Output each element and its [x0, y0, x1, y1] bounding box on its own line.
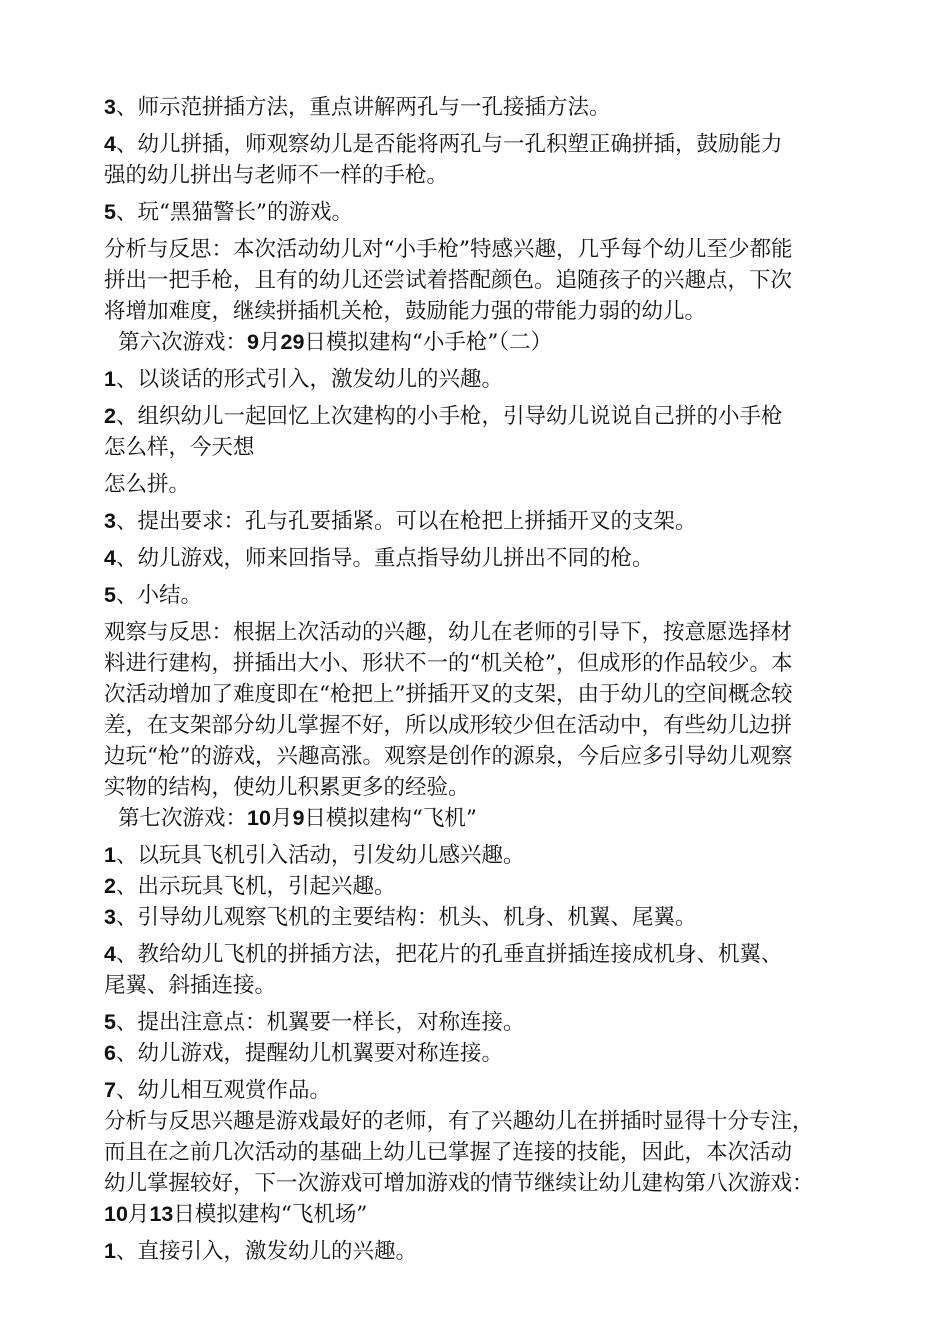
text-line: 强的幼儿拼出与老师不一样的手枪。: [104, 163, 449, 188]
document-page: [104, 92, 864, 1267]
text-line: 怎么拼。: [104, 472, 191, 497]
text-line: 4、幼儿拼插，师观察幼儿是否能将两孔与一孔积塑正确拼插，鼓励能力: [104, 132, 783, 157]
text-line: 次活动增加了难度即在“枪把上”拼插开叉的支架，由于幼儿的空间概念较: [104, 682, 793, 707]
text-line: 分析与反思兴趣是游戏最好的老师，有了兴趣幼儿在拼插时显得十分专注，: [104, 1109, 814, 1134]
text-line: 幼儿掌握较好，下一次游戏可增加游戏的情节继续让幼儿建构第八次游戏：: [104, 1171, 814, 1196]
text-line: 1、以玩具飞机引入活动，引发幼儿感兴趣。: [104, 843, 525, 868]
text-line: 4、教给幼儿飞机的拼插方法，把花片的孔垂直拼插连接成机身、机翼、: [104, 942, 783, 967]
text-line: 5、提出注意点：机翼要一样长，对称连接。: [104, 1010, 525, 1035]
text-line: 5、玩“黑猫警长”的游戏。: [104, 200, 353, 225]
text-line: 怎么样，今天想: [104, 435, 255, 460]
text-line: 2、出示玩具飞机，引起兴趣。: [104, 874, 396, 899]
text-line: 料进行建构，拼插出大小、形状不一的“机关枪”，但成形的作品较少。本: [104, 651, 793, 676]
text-line: 将增加难度，继续拼插机关枪，鼓励能力强的带能力弱的幼儿。: [104, 299, 707, 324]
section-heading: 第六次游戏：9月29日模拟建构“小手枪”（二）: [118, 330, 553, 355]
text-line: 分析与反思：本次活动幼儿对“小手枪”特感兴趣，几乎每个幼儿至少都能: [104, 237, 793, 262]
section-heading: 10月13日模拟建构“飞机场”: [104, 1202, 368, 1227]
text-line: 尾翼、斜插连接。: [104, 973, 277, 998]
text-line: 1、直接引入，激发幼儿的兴趣。: [104, 1239, 417, 1264]
text-line: 7、幼儿相互观赏作品。: [104, 1078, 331, 1103]
text-line: 5、小结。: [104, 583, 202, 608]
text-line: 3、提出要求：孔与孔要插紧。可以在枪把上拼插开叉的支架。: [104, 509, 697, 534]
text-line: 差，在支架部分幼儿掌握不好，所以成形较少但在活动中，有些幼儿边拼: [104, 713, 793, 738]
text-line: 2、组织幼儿一起回忆上次建构的小手枪，引导幼儿说说自己拼的小手枪: [104, 404, 783, 429]
text-line: 3、引导幼儿观察飞机的主要结构：机头、机身、机翼、尾翼。: [104, 905, 697, 930]
section-heading: 第七次游戏：10月9日模拟建构“飞机”: [118, 806, 477, 831]
text-line: 观察与反思：根据上次活动的兴趣，幼儿在老师的引导下，按意愿选择材: [104, 620, 793, 645]
text-line: 拼出一把手枪，且有的幼儿还尝试着搭配颜色。追随孩子的兴趣点，下次: [104, 268, 793, 293]
text-line: 4、幼儿游戏，师来回指导。重点指导幼儿拼出不同的枪。: [104, 546, 654, 571]
text-line: 6、幼儿游戏，提醒幼儿机翼要对称连接。: [104, 1041, 503, 1066]
text-line: 1、以谈话的形式引入，激发幼儿的兴趣。: [104, 367, 503, 392]
text-line: 实物的结构，使幼儿积累更多的经验。: [104, 775, 470, 800]
text-line: 3、师示范拼插方法，重点讲解两孔与一孔接插方法。: [104, 95, 611, 120]
text-line: 边玩“枪”的游戏，兴趣高涨。观察是创作的源泉，今后应多引导幼儿观察: [104, 744, 793, 769]
text-line: 而且在之前几次活动的基础上幼儿已掌握了连接的技能，因此，本次活动: [104, 1140, 793, 1165]
